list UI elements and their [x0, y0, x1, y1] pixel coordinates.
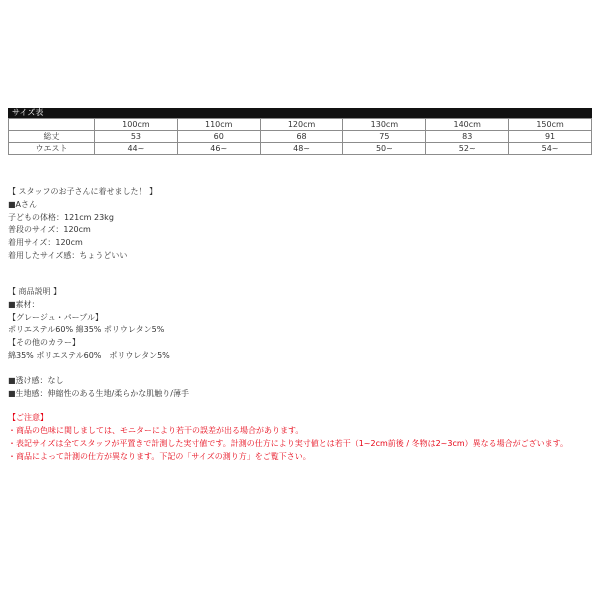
staff-line: 普段のサイズ：120cm	[8, 225, 91, 235]
product-line: 【グレージュ・パープル】	[8, 312, 103, 322]
size-table-header-cell: 110cm	[177, 119, 260, 131]
product-line: ■素材：	[8, 299, 40, 309]
table-cell: 48~	[260, 143, 343, 155]
table-cell: 44~	[95, 143, 178, 155]
size-table	[8, 118, 592, 155]
table-cell: 68	[260, 131, 343, 143]
table-cell: 52~	[426, 143, 509, 155]
product-line: 綿35% ポリエステル60% ポリウレタン5%	[8, 350, 170, 360]
table-cell: 54~	[509, 143, 592, 155]
size-table-header-cell: 150cm	[509, 119, 592, 131]
fabric-notes-section	[8, 375, 189, 401]
caution-line: ・商品の色味に関しましては、モニターにより若干の誤差が出る場合があります。	[8, 426, 304, 435]
notes-line: ■生地感：伸縮性のある生地/柔らかな肌触り/薄手	[8, 388, 189, 398]
row-label: ウエスト	[9, 143, 95, 155]
table-cell: 53	[95, 131, 178, 143]
table-cell: 50~	[343, 143, 426, 155]
caution-line: ・商品によって計測の仕方が異なります。下記の「サイズの測り方」をご覧下さい。	[8, 452, 311, 461]
table-cell: 83	[426, 131, 509, 143]
size-table-title: サイズ表	[8, 108, 592, 118]
size-table-header-cell	[9, 119, 95, 131]
staff-line: 着用したサイズ感：ちょうどいい	[8, 250, 128, 260]
size-table-header-cell: 140cm	[426, 119, 509, 131]
staff-line: 子どもの体格：121cm 23kg	[8, 212, 114, 222]
caution-heading: 【ご注意】	[8, 413, 48, 422]
size-table-header-cell: 120cm	[260, 119, 343, 131]
row-label: 総丈	[9, 131, 95, 143]
caution-section	[8, 411, 568, 463]
staff-fitting-section	[8, 186, 157, 263]
table-row	[9, 143, 592, 155]
size-table-header-cell: 100cm	[95, 119, 178, 131]
product-line: ポリエステル60% 綿35% ポリウレタン5%	[8, 325, 165, 335]
section-heading: 【 スタッフのお子さんに着せました！ 】	[8, 187, 158, 196]
notes-line: ■透け感：なし	[8, 376, 64, 385]
size-table-header-row	[9, 119, 592, 131]
staff-line: 着用サイズ：120cm	[8, 238, 83, 248]
table-row	[9, 131, 592, 143]
staff-line: ■Aさん	[8, 199, 38, 209]
table-cell: 75	[343, 131, 426, 143]
product-description-section	[8, 286, 170, 363]
product-line: 【その他のカラー】	[8, 338, 80, 348]
caution-line: ・表記サイズは全てスタッフが平置きで計測した実寸値です。計測の仕方により実寸値とは若干（1~2cm前後 / 冬物は2~3cm）異なる場合がございます。	[8, 439, 569, 448]
table-cell: 91	[509, 131, 592, 143]
table-cell: 46~	[177, 143, 260, 155]
section-heading: 【 商品説明 】	[8, 287, 62, 296]
table-cell: 60	[177, 131, 260, 143]
size-table-header-cell: 130cm	[343, 119, 426, 131]
